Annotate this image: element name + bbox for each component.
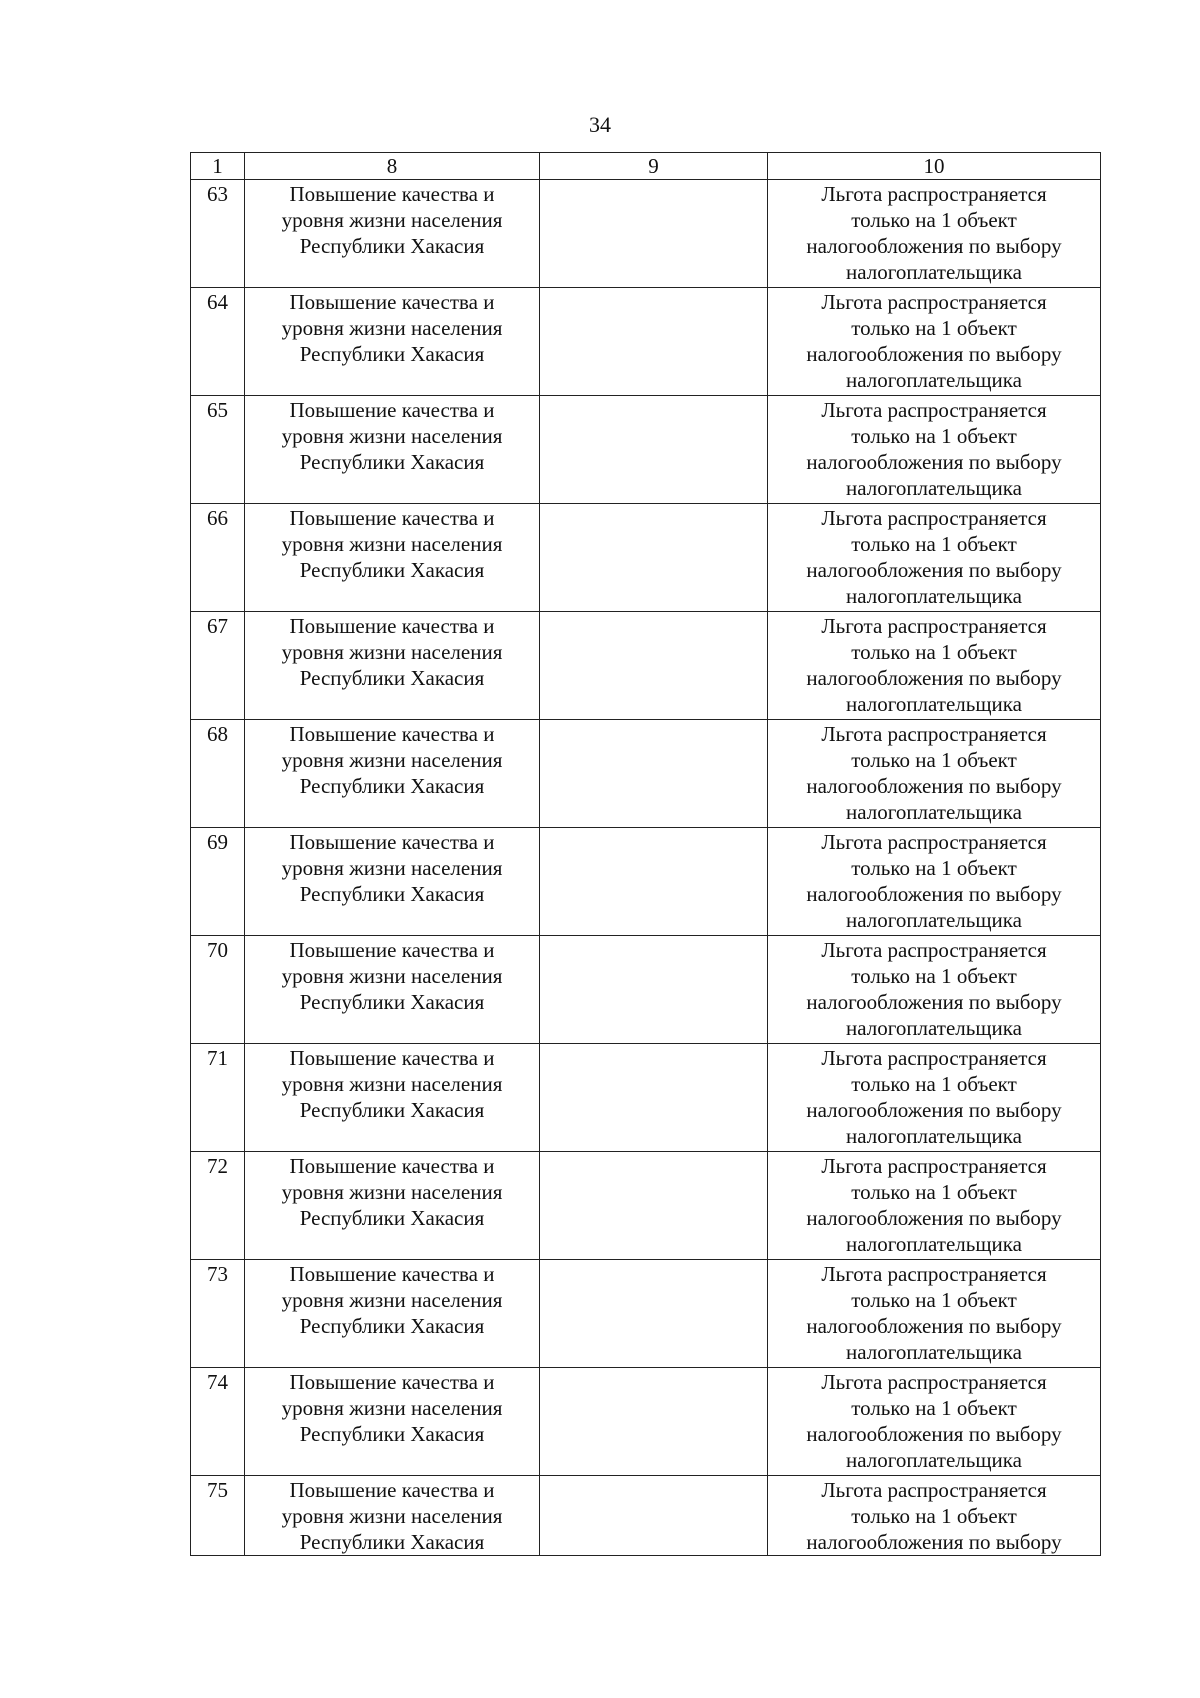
row-number: 66 <box>191 504 245 612</box>
col9-cell <box>540 936 768 1044</box>
goal-cell: Повышение качества и уровня жизни населения Республики Хакасия <box>245 1152 540 1260</box>
goal-cell: Повышение качества и уровня жизни населения Республики Хакасия <box>245 504 540 612</box>
note-cell: Льгота распространяется только на 1 объект налогообложения по выбору налогоплательщика <box>768 1368 1101 1476</box>
col9-cell <box>540 1260 768 1368</box>
note-cell: Льгота распространяется только на 1 объект налогообложения по выбору налогоплательщика <box>768 180 1101 288</box>
row-number: 75 <box>191 1476 245 1556</box>
note-cell: Льгота распространяется только на 1 объект налогообложения по выбору налогоплательщика <box>768 936 1101 1044</box>
table-row <box>191 936 1101 1044</box>
goal-cell: Повышение качества и уровня жизни населения Республики Хакасия <box>245 936 540 1044</box>
col9-cell <box>540 612 768 720</box>
note-cell: Льгота распространяется только на 1 объект налогообложения по выбору налогоплательщика <box>768 612 1101 720</box>
col9-cell <box>540 828 768 936</box>
col9-cell <box>540 1152 768 1260</box>
note-cell: Льгота распространяется только на 1 объект налогообложения по выбору налогоплательщика <box>768 1044 1101 1152</box>
note-cell: Льгота распространяется только на 1 объект налогообложения по выбору налогоплательщика <box>768 1152 1101 1260</box>
col9-cell <box>540 288 768 396</box>
table-row <box>191 504 1101 612</box>
note-cell: Льгота распространяется только на 1 объект налогообложения по выбору налогоплательщика <box>768 288 1101 396</box>
table-row <box>191 396 1101 504</box>
table-row <box>191 288 1101 396</box>
goal-cell: Повышение качества и уровня жизни населения Республики Хакасия <box>245 720 540 828</box>
goal-cell: Повышение качества и уровня жизни населения Республики Хакасия <box>245 1368 540 1476</box>
table-row <box>191 1152 1101 1260</box>
goal-cell: Повышение качества и уровня жизни населения Республики Хакасия <box>245 180 540 288</box>
col9-cell <box>540 1368 768 1476</box>
header-col-1: 1 <box>191 153 245 180</box>
goal-cell: Повышение качества и уровня жизни населения Республики Хакасия <box>245 396 540 504</box>
table-row <box>191 1476 1101 1556</box>
goal-cell: Повышение качества и уровня жизни населения Республики Хакасия <box>245 828 540 936</box>
goal-cell: Повышение качества и уровня жизни населения Республики Хакасия <box>245 1476 540 1556</box>
row-number: 69 <box>191 828 245 936</box>
table-body <box>191 180 1101 1556</box>
header-col-9: 9 <box>540 153 768 180</box>
header-col-8: 8 <box>245 153 540 180</box>
col9-cell <box>540 1476 768 1556</box>
table-row <box>191 1260 1101 1368</box>
page-number: 34 <box>589 112 611 137</box>
benefits-table <box>190 152 1101 1556</box>
row-number: 73 <box>191 1260 245 1368</box>
col9-cell <box>540 504 768 612</box>
goal-cell: Повышение качества и уровня жизни населения Республики Хакасия <box>245 288 540 396</box>
col9-cell <box>540 396 768 504</box>
row-number: 68 <box>191 720 245 828</box>
row-number: 74 <box>191 1368 245 1476</box>
note-cell: Льгота распространяется только на 1 объект налогообложения по выбору налогоплательщика <box>768 504 1101 612</box>
table-row <box>191 828 1101 936</box>
header-row <box>191 153 1101 180</box>
table-row <box>191 1044 1101 1152</box>
note-cell: Льгота распространяется только на 1 объект налогообложения по выбору налогоплательщика <box>768 828 1101 936</box>
table-header <box>191 153 1101 180</box>
goal-cell: Повышение качества и уровня жизни населения Республики Хакасия <box>245 1260 540 1368</box>
col9-cell <box>540 1044 768 1152</box>
goal-cell: Повышение качества и уровня жизни населения Республики Хакасия <box>245 612 540 720</box>
note-cell: Льгота распространяется только на 1 объект налогообложения по выбору <box>768 1476 1101 1556</box>
row-number: 67 <box>191 612 245 720</box>
row-number: 70 <box>191 936 245 1044</box>
note-cell: Льгота распространяется только на 1 объект налогообложения по выбору налогоплательщика <box>768 1260 1101 1368</box>
row-number: 64 <box>191 288 245 396</box>
note-cell: Льгота распространяется только на 1 объект налогообложения по выбору налогоплательщика <box>768 396 1101 504</box>
goal-cell: Повышение качества и уровня жизни населения Республики Хакасия <box>245 1044 540 1152</box>
table-row <box>191 612 1101 720</box>
row-number: 71 <box>191 1044 245 1152</box>
row-number: 63 <box>191 180 245 288</box>
table-row <box>191 1368 1101 1476</box>
table-row <box>191 720 1101 828</box>
col9-cell <box>540 180 768 288</box>
row-number: 72 <box>191 1152 245 1260</box>
col9-cell <box>540 720 768 828</box>
note-cell: Льгота распространяется только на 1 объект налогообложения по выбору налогоплательщика <box>768 720 1101 828</box>
table-row <box>191 180 1101 288</box>
row-number: 65 <box>191 396 245 504</box>
header-col-10: 10 <box>768 153 1101 180</box>
